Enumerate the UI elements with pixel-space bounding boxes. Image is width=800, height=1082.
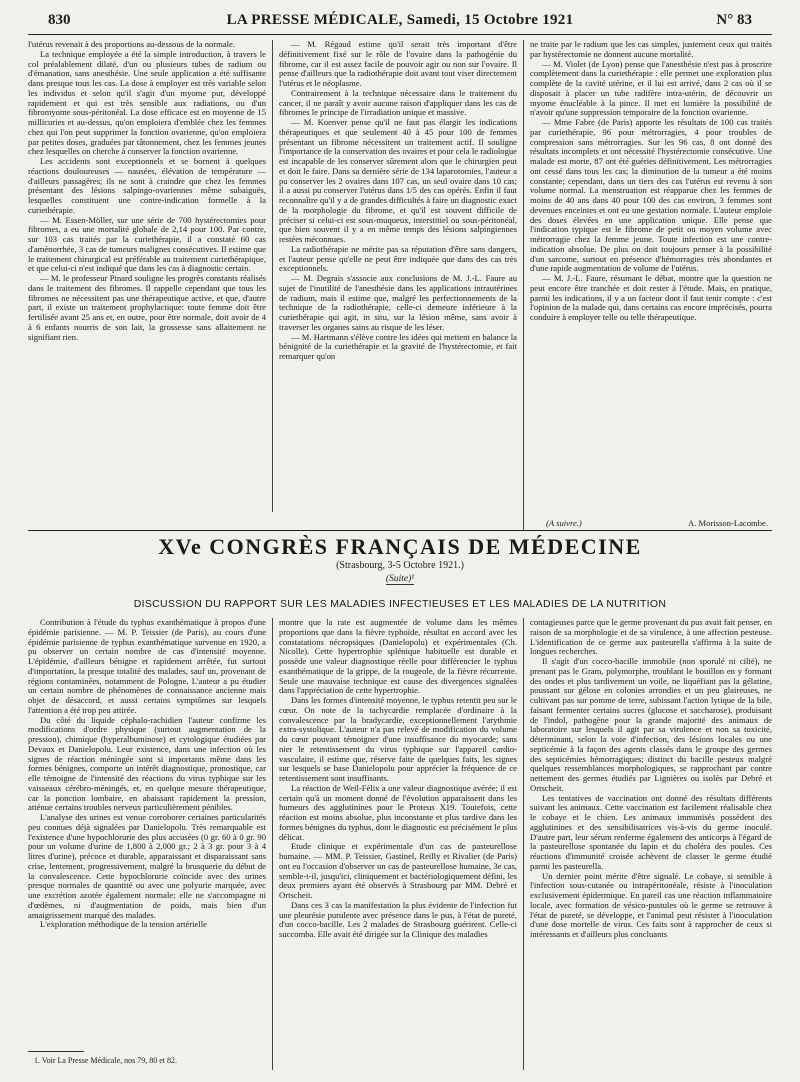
paragraph: La technique employée a été la simple introduction, à travers le col préalablement dilaté, d'un ou plusieurs tubes de radium ou d'émanation, sans anesthésie. Une seule application a été suffisante dans presque tous les cas. La dose à employer est très variable selon les individus et selon qu'il s'agit d'un myome pur, développé rapidement et qui est très sensible aux radiations, ou d'un fibromyome sous-péritonéal. La dose efficace est en moyenne de 15 millicuries et au-dessus, qu'on emploiera d'emblée chez les femmes chez qui l'on peut supprimer la fonction ovarienne, qu'on emploiera par petites doses, graduées par tâtonnement, chez les femmes jeunes chez lesquelles on cherche à conserver la fonction ovarienne. bbox=[28, 48, 266, 157]
paragraph: contagieuses parce que le germe provenant du pus avait fait penser, en raison de sa morphologie et de sa virulence, à une affection pesteuse. L'identification de ce germe aux pasteurella s'affirma à la suite de longues recherches. bbox=[530, 618, 772, 657]
page-number: 830 bbox=[48, 12, 71, 28]
paragraph: Les accidents sont exceptionnels et se bornent à quelques réactions douloureuses — nausées, élévation de température — d'ailleurs passagères; ils ne sont à craindre que chez les femmes présentant des lésions salpingo-ovariennes même subaiguës, lesquelles constituent une contre-indication formelle à la curiethérapie. bbox=[28, 156, 266, 215]
paragraph: La réaction de Weil-Félix a une valeur diagnostique avérée; il est certain qu'à un moment donné de l'évolution apparaissent dans les humeurs des agglutinines pour le Proteus X19. Toutefois, cette réaction est moins absolue, plus inconstante et plus tardive dans les formes bénignes du typhus, dont le diagnostic est précisément le plus délicat. bbox=[279, 782, 517, 842]
congress-title: XVe CONGRÈS FRANÇAIS DE MÉDECINE bbox=[158, 534, 642, 559]
column-divider bbox=[523, 40, 524, 530]
discussion-title: DISCUSSION DU RAPPORT SUR LES MALADIES INFECTIEUSES ET LES MALADIES DE LA NUTRITION bbox=[133, 598, 667, 610]
paragraph: montre que la rate est augmentée de volume dans les mêmes proportions que dans la fièvre typhoïde, résultat en accord avec les constatations nécropsiques (Danielopolu) et expérimentales (Ch. Nicolle). Cette hypertrophie splénique habituelle est durable et possède une valeur diagnostique réelle pour différencier le typhus exanthématique de la grippe, de la rougeole, de la fièvre récurrente. Seule une mauvaise technique est cause des divergences signalées dans l'appréciation de cette hypertrophie. bbox=[279, 618, 517, 696]
paragraph: Dans ces 3 cas la manifestation la plus évidente de l'infection fut une pleurésie purulente avec présence dans le pus, à l'état de pureté, d'un cocco-bacille. Les 2 malades de Strasbourg guérirent. Celle-ci succomba. Elle avait été dirigée sur la Clinique des maladies bbox=[279, 899, 517, 939]
paragraph: La radiothérapie ne mérite pas sa réputation d'être sans dangers, et l'auteur pense qu'elle ne peut être indiquée que dans des cas très exceptionnels. bbox=[279, 243, 517, 274]
section-rule bbox=[28, 530, 772, 531]
column-divider bbox=[272, 40, 273, 512]
paragraph: — M. Degrais s'associe aux conclusions de M. J.-L. Faure au sujet de l'inutilité de l'anesthésie dans les applications intrautérines de radium, mais il estime que, malgré les perfectionnements de la technique de la radiothérapie, celle-ci demeure inférieure à la curiethérapie qui agit, in situ, sur la lésion même, sans avoir à traverser les organes sains au risque de les léser. bbox=[279, 273, 517, 332]
to-be-continued: (A suivre.) bbox=[546, 518, 582, 528]
column-divider bbox=[272, 618, 273, 1070]
footnote-rule bbox=[28, 1051, 84, 1052]
paragraph: — M. Hartmann s'élève contre les idées qui mettent en balance la bénignité de la curiethérapie et la gravité de l'hystérectomie, et fait remarquer qu'on bbox=[279, 331, 517, 361]
paragraph: L'analyse des urines est venue corroborer certaines particularités peu connues déjà signalées par Danielopolu. Très remarquable est l'existence d'une hypochlorurie des plus accusées (0 gr. 60 à 0 gr. 90 pour un volume d'urine de 1,800 à 2,000 gr.; 2 à 3 gr. pour 3 à 4 litres d'urine), précoce et durable, apparaissant et disparaissant sans crise, lentement, progressivement, malgré la brusquerie du début de la convalescence. Cette hypochlorurie coïncide avec des urines presque normales de quantité ou avec une polyurie marquée, avec une excrétion azotée également normale; elle ne s'accompagne ni d'œdèmes, ni d'augmentation de poids, mais bien d'un amaigrissement marqué des malades. bbox=[28, 812, 266, 920]
paragraph: Etude clinique et expérimentale d'un cas de pasteurellose humaine. — MM. P. Teissier, Gastinel, Reilly et Rivalier (de Paris) ont eu l'occasion d'observer un cas de pasteurellose humaine, 3e cas, semble-t-il, jusqu'ici, cliniquement et bactériologiquement défini, les deux premiers ayant été observés à Strasbourg par MM. Debré et Ortscheit. bbox=[279, 841, 517, 900]
paragraph: — M. le professeur Pinard souligne les progrès constants réalisés dans le traitement des fibromes. Il rappelle cependant que tous les fibromes ne nécessitent pas une thérapeutique active, et que, d'autre part, il existe un traitement prophylactique: toute femme doit être fertilisée avant 25 ans et, en outre, pour être normale, doit avoir de 4 à 6 enfants nourris de son lait, la grossesse sans allaitement ne signifiant rien. bbox=[28, 273, 266, 342]
bottom-column-2 bbox=[279, 618, 517, 1070]
bottom-column-1 bbox=[28, 618, 266, 1046]
top-column-1 bbox=[28, 40, 266, 512]
suite-label: (Suite)¹ bbox=[385, 574, 415, 584]
paragraph: — Mme Fabre (de Paris) apporte les résultats de 100 cas traités par curiethérapie, 96 pour métrorragies, 4 pour troubles de compression sans métrorragies. Sur les 96 cas, 8 ont donné des résultats incomplets et ont nécessité l'hystérectomie consécutive. Une malade est morte, 87 ont été guéries définitivement. Les métrorragies ont cessé dans tous les cas; la diminution de la tumeur a été moins constante; cependant, dans un tiers des cas l'utérus est revenu à son volume normal. La menstruation est réapparue chez les femmes de moins de 40 ans dans 40 pour 100 des cas environ, 3 femmes sont devenues enceintes et ont eu une gestation normale. L'auteur emploie des doses élevées en une application unique. Elle pense que l'indication typique est le fibrome de petit ou moyen volume avec métrorragie chez la femme jeune. Toute infection est une contre-indication absolue. De plus on doit toujours penser à la possibilité d'un sarcome, surtout en présence d'hémorragies très abondantes et d'une rapide augmentation de volume de l'utérus. bbox=[530, 117, 772, 274]
column-divider bbox=[523, 618, 524, 1070]
issue-number: N° 83 bbox=[716, 12, 752, 28]
paragraph: — M. Régaud estime qu'il serait très important d'être définitivement fixé sur le rôle de l'ovaire dans la pathogénie du fibrome, car il est assez facile de pouvoir agir ou non sur l'ovaire. Il pense d'ailleurs que la radiothérapie doit avant tout viser directement l'utérus et le néoplasme. bbox=[279, 40, 517, 88]
paragraph: Il s'agit d'un cocco-bacille immobile (non sporulé ni cilié), ne prenant pas le Gram, polymorphe, troublant le bouillon en y formant des ondes et plus tardivement un voile, ne liquéfiant pas la gélatine, poussant sur gélose en colonies arrondies et un peu glaireuses, ne cultivant pas sur pomme de terre, subissant l'action lytique de la bile, faisant fermenter certains sucres (glucose et saccharose), produisant de l'indol, pathogène pour la grande majorité des animaux de laboratoire sur lesquels il agit par sa virulence et non sa toxicité, déterminant, selon la voie d'infection, des lésions locales ou une septicémie à la façon des agents classés dans le groupe des germes des septicémies hémorragiques; distinct du bacille pesteux malgré quelques ressemblances morphologiques, se rapprochant par contre nettement des germes étudiés par Lignières ou isolés par Debré et Ortscheit. bbox=[530, 656, 772, 793]
paragraph: Dans les formes d'intensité moyenne, le typhus retentit peu sur le cœur. On note de la tachycardie remplacée d'ordinaire à la convalescence par la bradycardie, exceptionnellement l'arythmie extra-systolique. L'auteur n'a pas relevé de modification du volume du cœur pouvant témoigner d'une insuffisance du myocarde; sans nier le retentissement du virus typhique sur l'appareil cardio-vasculaire, il estime que, réserve faite de quelques faits, les signes sur lesquels se base Danielopolu pour apprécier la fréquence de ce retentissement sont insuffisants. bbox=[279, 695, 517, 783]
footnote: 1. Voir La Presse Médicale, nos 79, 80 et 82. bbox=[34, 1056, 178, 1065]
running-title: LA PRESSE MÉDICALE, Samedi, 15 Octobre 1921 bbox=[226, 12, 574, 28]
bottom-column-3 bbox=[530, 618, 772, 1070]
author-name: A. Morisson-Lacombe. bbox=[688, 518, 768, 528]
top-column-3 bbox=[530, 40, 772, 516]
congress-place-date: (Strasbourg, 3-5 Octobre 1921.) bbox=[336, 560, 464, 571]
paragraph: Contrairement à la technique nécessaire dans le traitement du cancer, il ne paraît y avoir aucune raison d'appliquer dans les cas de fibromes le principe de l'irradiation unique et massive. bbox=[279, 87, 517, 118]
paragraph: — M. Essen-Möller, sur une série de 700 hystérectomies pour fibromes, a eu une mortalité globale de 2,14 pour 100. Par contre, sur 103 cas traités par la curiethérapie, il a constaté 60 cas d'aménorrhée, 3 cas de tumeurs malignes consécutives. Il estime que le traitement chirurgical est préférable au traitement curiethérapique, et que celui-ci n'est indiqué que dans les cas à diagnostic certain. bbox=[28, 214, 266, 274]
paragraph: Contribution à l'étude du typhus exanthématique à propos d'une épidémie parisienne. — M. P. Teissier (de Paris), au cours d'une épidémie parisienne de typhus exanthématique survenue en 1920, a pu observer un certain nombre de cas d'intensité moyenne. L'épidémie, d'ailleurs bénigne et rapidement arrêtée, fut surtout d'importation, la presque totalité des malades, sauf un, provenant de régions contaminées, notamment de Pologne. L'auteur a pu étudier un certain nombre de phénomènes de connaissance ancienne mais objet de désaccord, et aussi certains symptômes sur lesquels l'attention a été trop peu attirée. bbox=[28, 618, 266, 715]
paragraph: ne traite par le radium que les cas simples, justement ceux qui traités par hystérectomie ne donnent aucune mortalité. bbox=[530, 40, 772, 59]
paragraph: l'utérus revenait à des proportions au-dessous de la normale. bbox=[28, 40, 236, 49]
paragraph: — M. Violet (de Lyon) pense que l'anesthésie n'est pas à proscrire complètement dans la curiethérapie : elle permet une exploration plus complète de la cavité utérine, et il lui est arrivé, dans 2 cas où il se disposait à placer un tube radifère intra-utérin, de découvrir un myome énucléable à la pince. Il met en lumière la possibilité de n'avoir qu'une suppression temporaire de la fonction ovarienne. bbox=[530, 58, 772, 118]
paragraph: L'exploration méthodique de la tension artérielle bbox=[40, 919, 207, 930]
paragraph: Un dernier point mérite d'être signalé. Le cobaye, si sensible à l'infection sous-cutanée ou intrapéritonéale, résiste à l'inoculation exclusivement épidermique. En pareil cas une réaction inflammatoire locale, avec formation de vésico-pustules où le germe se retrouve à l'état de pureté, se développe, et l'animal peut résister à l'inoculation d'une dose mortelle de virus. Ces faits sont à rapprocher de ceux si intéressants et d'ailleurs plus concluants bbox=[530, 870, 772, 939]
paragraph: Du côté du liquide céphalo-rachidien l'auteur confirme les modifications d'ordre physique (surtout augmentation de la pression), chimique (hyperalbuminose) et cytologique étudiées par Devaux et Danielopolu. Leur existence, dans une infection où les signes de réaction méningée sont si importants même dans les formes bénignes, comporte un intérêt diagnostique, pronostique, car elle témoigne de l'intensité des réactions du virus typhique sur les vaisseaux cérébro-méningés, et, en quelque mesure thérapeutique, car la ponction lombaire, en abaissant rapidement la pression, atténue certains troubles nerveux particulièrement pénibles. bbox=[28, 714, 266, 813]
paragraph: — M. Koenver pense qu'il ne faut pas élargir les indications thérapeutiques et que seulement 40 à 45 pour 100 de femmes présentant un fibrome nécessitent un traitement actif. Il souligne l'importance de la conservation des ovaires et pour cela le radiologue est incapable de les conserver sûrement alors que le chirurgien peut et doit le faire. Dans sa dernière série de 134 laparotomies, l'auteur a pu conserver les 2 ovaires dans 107 cas, un seul ovaire dans 10 cas; il a aussi pu conserver l'utérus dans 1/5 des cas opérés. Enfin il faut reconnaître qu'il y a de grandes difficultés à faire un diagnostic exact de la morphologie du fibrome, et qu'il est souvent difficile de préciser si celui-ci est sous-muqueux, interstitiel ou sous-péritonéal, que bien souvent il y a en même temps des lésions salpingiennes restées méconnues. bbox=[279, 117, 517, 244]
paragraph: — M. J.-L. Faure, résumant le débat, montre que la question ne peut encore être tranchée et doit rester à l'étude. Mais, en pratique, parmi les indications, il y a un facteur dont il faut tenir compte : c'est l'opinion de la malade qui, dans certains cas encore imprécisés, pourra conduire à employer telle ou telle thérapeutique. bbox=[530, 273, 772, 322]
header-rule bbox=[28, 34, 772, 35]
top-column-2 bbox=[279, 40, 517, 512]
paragraph: Les tentatives de vaccination ont donné des résultats différents suivant les animaux. Cette vaccination est facilement réalisable chez le cobaye et le chien. Les animaux immunisés possèdent des agglutinines et des sensibilisatrices vis-à-vis du germe inoculé. D'autre part, leur sérum renferme également des anticorps à l'égard de la pasteurellose spontanée du lapin et du choléra des poules. Ces réactions d'immunité croisée achèvent de classer le germe étudié parmi les pasteurella. bbox=[530, 792, 772, 871]
congress-suite bbox=[28, 574, 772, 584]
page-header bbox=[28, 12, 772, 30]
